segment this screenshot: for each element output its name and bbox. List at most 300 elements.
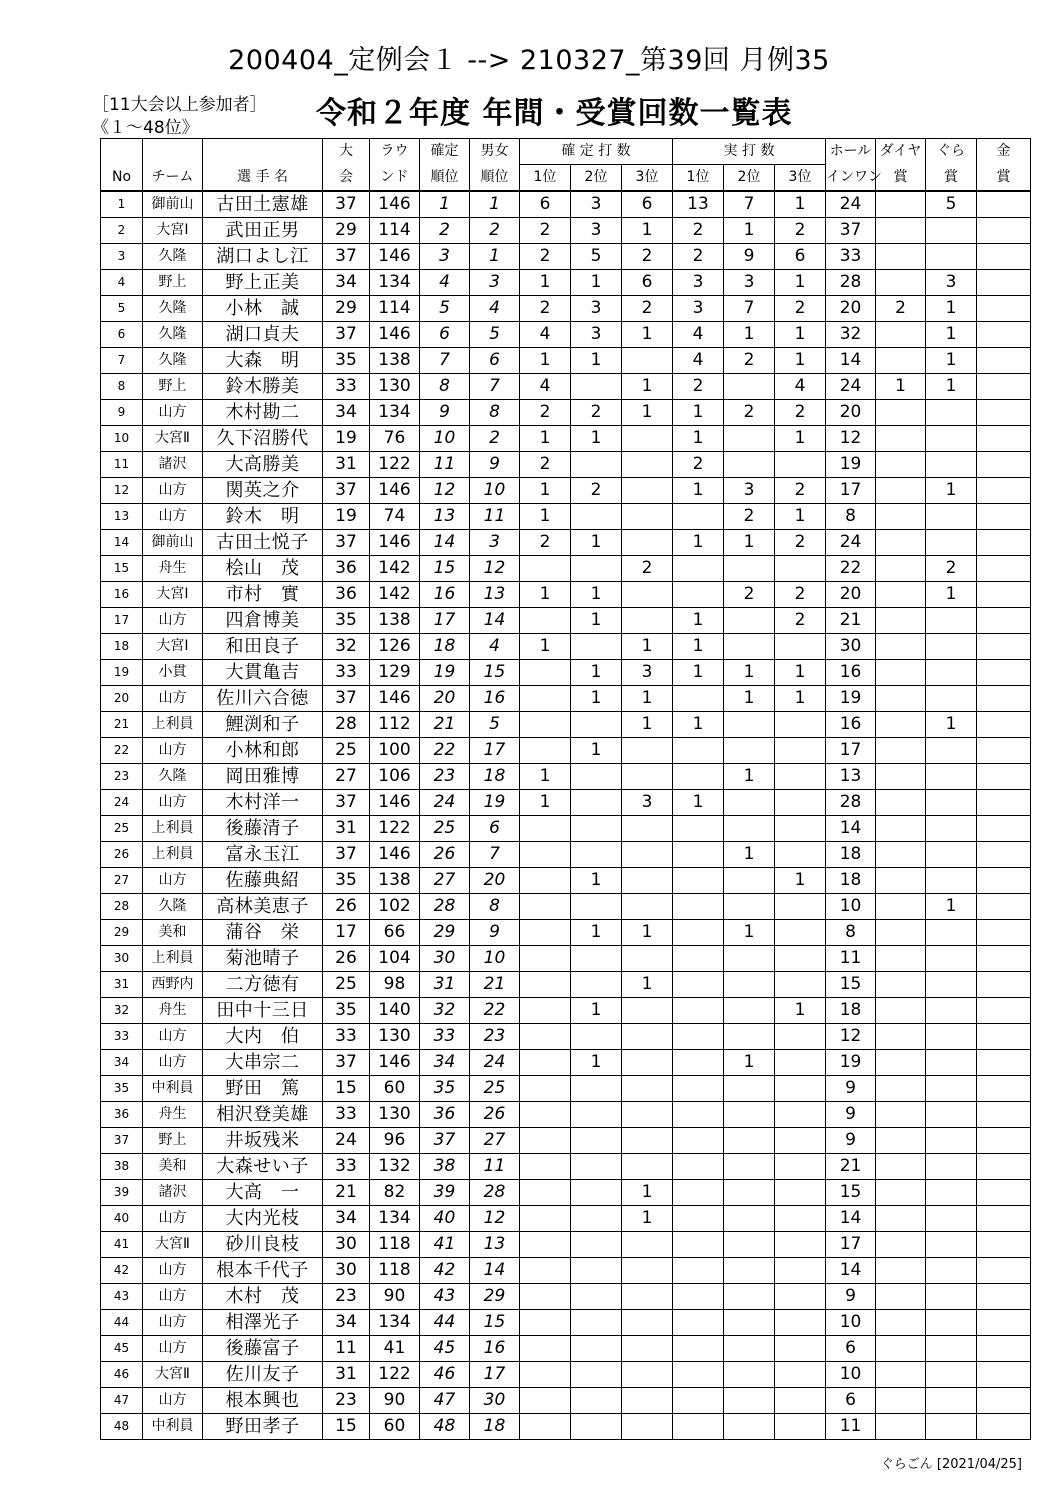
cell-gender-rank: 10 <box>470 478 520 504</box>
cell-team: 舟生 <box>143 998 203 1024</box>
cell-gender-rank: 19 <box>470 790 520 816</box>
cell-confirmed-1st: 1 <box>520 582 571 608</box>
cell-confirmed-1st <box>520 556 571 582</box>
cell-actual-2nd <box>724 1284 775 1310</box>
cell-player-name: 岡田雅博 <box>203 764 323 790</box>
cell-diamond-award <box>876 1284 926 1310</box>
cell-actual-2nd: 9 <box>724 244 775 270</box>
cell-confirmed-1st: 1 <box>520 634 571 660</box>
cell-confirmed-3rd <box>622 530 673 556</box>
cell-no: 15 <box>101 556 143 582</box>
cell-actual-3rd: 2 <box>775 530 826 556</box>
cell-rounds: 134 <box>370 1310 420 1336</box>
cell-player-name: 大高 一 <box>203 1180 323 1206</box>
cell-diamond-award <box>876 1336 926 1362</box>
cell-confirmed-1st <box>520 1362 571 1388</box>
cell-no: 7 <box>101 348 143 374</box>
cell-player-name: 鈴木勝美 <box>203 374 323 400</box>
cell-team: 美和 <box>143 920 203 946</box>
cell-hole-in-one: 8 <box>826 920 876 946</box>
cell-team: 久隆 <box>143 348 203 374</box>
cell-confirmed-1st: 1 <box>520 478 571 504</box>
table-row <box>101 634 1031 660</box>
cell-player-name: 佐藤典紹 <box>203 868 323 894</box>
cell-gura-award <box>926 218 977 244</box>
cell-rank: 8 <box>420 374 470 400</box>
cell-hole-in-one: 14 <box>826 1258 876 1284</box>
cell-gold-award <box>977 634 1031 660</box>
cell-tournaments: 15 <box>323 1076 370 1102</box>
table-row <box>101 270 1031 296</box>
cell-team: 山方 <box>143 1024 203 1050</box>
cell-actual-2nd: 7 <box>724 191 775 218</box>
cell-no: 30 <box>101 946 143 972</box>
cell-team: 上利員 <box>143 842 203 868</box>
cell-confirmed-3rd <box>622 1050 673 1076</box>
cell-tournaments: 37 <box>323 191 370 218</box>
cell-actual-1st: 1 <box>673 426 724 452</box>
cell-confirmed-3rd <box>622 842 673 868</box>
cell-tournaments: 17 <box>323 920 370 946</box>
cell-rounds: 102 <box>370 894 420 920</box>
cell-player-name: 砂川良枝 <box>203 1232 323 1258</box>
cell-rank: 41 <box>420 1232 470 1258</box>
cell-no: 6 <box>101 322 143 348</box>
cell-player-name: 大貫亀吉 <box>203 660 323 686</box>
cell-gura-award <box>926 530 977 556</box>
cell-confirmed-3rd: 1 <box>622 374 673 400</box>
header-gura-award: 賞 <box>926 165 977 192</box>
cell-no: 11 <box>101 452 143 478</box>
cell-confirmed-3rd <box>622 1076 673 1102</box>
cell-rank: 28 <box>420 894 470 920</box>
cell-rounds: 130 <box>370 374 420 400</box>
cell-diamond-award <box>876 1102 926 1128</box>
cell-gold-award <box>977 1414 1031 1440</box>
cell-no: 4 <box>101 270 143 296</box>
cell-rank: 27 <box>420 868 470 894</box>
cell-actual-1st <box>673 1336 724 1362</box>
cell-gender-rank: 9 <box>470 452 520 478</box>
table-row <box>101 946 1031 972</box>
cell-confirmed-3rd <box>622 946 673 972</box>
cell-tournaments: 34 <box>323 270 370 296</box>
cell-confirmed-2nd <box>571 1232 622 1258</box>
cell-confirmed-2nd <box>571 634 622 660</box>
cell-confirmed-3rd <box>622 1024 673 1050</box>
cell-player-name: 市村 實 <box>203 582 323 608</box>
cell-confirmed-3rd <box>622 478 673 504</box>
cell-gold-award <box>977 1102 1031 1128</box>
cell-team: 小貫 <box>143 660 203 686</box>
cell-hole-in-one: 6 <box>826 1388 876 1414</box>
table-row <box>101 400 1031 426</box>
cell-no: 1 <box>101 191 143 218</box>
cell-rank: 40 <box>420 1206 470 1232</box>
cell-actual-2nd: 2 <box>724 504 775 530</box>
header-diamond-top: ダイヤ <box>876 139 926 165</box>
cell-gold-award <box>977 868 1031 894</box>
cell-confirmed-1st: 4 <box>520 374 571 400</box>
cell-rank: 38 <box>420 1154 470 1180</box>
cell-rank: 21 <box>420 712 470 738</box>
cell-confirmed-2nd: 1 <box>571 660 622 686</box>
cell-confirmed-1st <box>520 1258 571 1284</box>
cell-confirmed-2nd <box>571 790 622 816</box>
cell-rank: 36 <box>420 1102 470 1128</box>
cell-gold-award <box>977 816 1031 842</box>
cell-gender-rank: 6 <box>470 348 520 374</box>
cell-hole-in-one: 19 <box>826 686 876 712</box>
cell-no: 3 <box>101 244 143 270</box>
cell-rank: 10 <box>420 426 470 452</box>
cell-rank: 42 <box>420 1258 470 1284</box>
cell-team: 上利員 <box>143 946 203 972</box>
cell-hole-in-one: 11 <box>826 1414 876 1440</box>
ranking-table <box>100 138 1031 1440</box>
cell-actual-2nd: 7 <box>724 296 775 322</box>
header-actual-1st: 1位 <box>673 165 724 192</box>
cell-tournaments: 37 <box>323 842 370 868</box>
cell-tournaments: 37 <box>323 530 370 556</box>
cell-gold-award <box>977 1362 1031 1388</box>
cell-hole-in-one: 18 <box>826 868 876 894</box>
cell-hole-in-one: 24 <box>826 374 876 400</box>
cell-hole-in-one: 6 <box>826 1336 876 1362</box>
cell-team: 美和 <box>143 1154 203 1180</box>
cell-rounds: 114 <box>370 218 420 244</box>
cell-actual-3rd: 2 <box>775 400 826 426</box>
cell-confirmed-1st: 1 <box>520 764 571 790</box>
cell-team: 大宮Ⅱ <box>143 1232 203 1258</box>
cell-gura-award <box>926 686 977 712</box>
cell-player-name: 久下沼勝代 <box>203 426 323 452</box>
table-row <box>101 972 1031 998</box>
cell-diamond-award <box>876 946 926 972</box>
cell-confirmed-2nd: 1 <box>571 530 622 556</box>
cell-tournaments: 28 <box>323 712 370 738</box>
table-row <box>101 712 1031 738</box>
cell-rank: 5 <box>420 296 470 322</box>
header-team-top <box>143 139 203 165</box>
cell-no: 17 <box>101 608 143 634</box>
cell-actual-3rd <box>775 894 826 920</box>
cell-confirmed-2nd: 1 <box>571 868 622 894</box>
cell-actual-1st: 1 <box>673 790 724 816</box>
cell-rounds: 60 <box>370 1076 420 1102</box>
table-row <box>101 1362 1031 1388</box>
cell-gender-rank: 3 <box>470 530 520 556</box>
cell-actual-2nd <box>724 868 775 894</box>
header-confirmed-2nd: 2位 <box>571 165 622 192</box>
cell-gura-award <box>926 660 977 686</box>
cell-confirmed-3rd <box>622 1310 673 1336</box>
cell-team: 山方 <box>143 790 203 816</box>
cell-tournaments: 29 <box>323 218 370 244</box>
cell-rounds: 146 <box>370 842 420 868</box>
cell-confirmed-2nd <box>571 764 622 790</box>
cell-no: 8 <box>101 374 143 400</box>
cell-actual-1st: 1 <box>673 608 724 634</box>
cell-rank: 4 <box>420 270 470 296</box>
table-row <box>101 218 1031 244</box>
table-row <box>101 660 1031 686</box>
table-row <box>101 868 1031 894</box>
cell-gender-rank: 5 <box>470 322 520 348</box>
cell-confirmed-2nd: 1 <box>571 582 622 608</box>
cell-player-name: 根本千代子 <box>203 1258 323 1284</box>
cell-diamond-award <box>876 1362 926 1388</box>
cell-confirmed-2nd <box>571 1388 622 1414</box>
cell-actual-3rd <box>775 1336 826 1362</box>
cell-confirmed-2nd <box>571 504 622 530</box>
cell-gura-award <box>926 868 977 894</box>
cell-gender-rank: 17 <box>470 1362 520 1388</box>
cell-confirmed-3rd: 1 <box>622 1206 673 1232</box>
cell-hole-in-one: 9 <box>826 1076 876 1102</box>
table-row <box>101 1310 1031 1336</box>
header-tournaments: 会 <box>323 165 370 192</box>
cell-rounds: 146 <box>370 244 420 270</box>
cell-actual-3rd: 1 <box>775 322 826 348</box>
cell-player-name: 古田土憲雄 <box>203 191 323 218</box>
cell-team: 山方 <box>143 1258 203 1284</box>
cell-player-name: 和田良子 <box>203 634 323 660</box>
cell-confirmed-2nd <box>571 1310 622 1336</box>
table-row <box>101 764 1031 790</box>
table-row <box>101 1336 1031 1362</box>
cell-rank: 35 <box>420 1076 470 1102</box>
cell-tournaments: 31 <box>323 816 370 842</box>
cell-confirmed-1st <box>520 1076 571 1102</box>
cell-tournaments: 35 <box>323 998 370 1024</box>
header-team: チーム <box>143 165 203 192</box>
cell-hole-in-one: 15 <box>826 1180 876 1206</box>
cell-confirmed-2nd <box>571 1336 622 1362</box>
cell-player-name: 井坂残米 <box>203 1128 323 1154</box>
cell-gender-rank: 1 <box>470 191 520 218</box>
cell-team: 山方 <box>143 738 203 764</box>
cell-hole-in-one: 37 <box>826 218 876 244</box>
cell-actual-1st <box>673 998 724 1024</box>
header-confirmed-1st: 1位 <box>520 165 571 192</box>
cell-hole-in-one: 18 <box>826 842 876 868</box>
header-diamond-award: 賞 <box>876 165 926 192</box>
cell-team: 大宮Ⅱ <box>143 426 203 452</box>
header-row-2 <box>101 165 1031 192</box>
cell-gender-rank: 15 <box>470 660 520 686</box>
cell-actual-1st: 4 <box>673 348 724 374</box>
cell-rounds: 138 <box>370 868 420 894</box>
cell-gura-award <box>926 998 977 1024</box>
cell-gender-rank: 29 <box>470 1284 520 1310</box>
cell-gold-award <box>977 478 1031 504</box>
cell-actual-2nd: 2 <box>724 582 775 608</box>
cell-tournaments: 37 <box>323 790 370 816</box>
cell-actual-2nd: 1 <box>724 1050 775 1076</box>
cell-hole-in-one: 24 <box>826 530 876 556</box>
cell-rounds: 142 <box>370 582 420 608</box>
cell-tournaments: 37 <box>323 244 370 270</box>
cell-gender-rank: 21 <box>470 972 520 998</box>
cell-tournaments: 23 <box>323 1284 370 1310</box>
cell-player-name: 湖口よし江 <box>203 244 323 270</box>
cell-actual-1st: 3 <box>673 270 724 296</box>
cell-tournaments: 30 <box>323 1258 370 1284</box>
cell-no: 35 <box>101 1076 143 1102</box>
cell-rank: 2 <box>420 218 470 244</box>
cell-diamond-award <box>876 920 926 946</box>
cell-player-name: 桧山 茂 <box>203 556 323 582</box>
cell-gender-rank: 18 <box>470 1414 520 1440</box>
cell-diamond-award <box>876 686 926 712</box>
cell-actual-2nd <box>724 1076 775 1102</box>
cell-rounds: 142 <box>370 556 420 582</box>
cell-player-name: 大森せい子 <box>203 1154 323 1180</box>
cell-diamond-award <box>876 504 926 530</box>
cell-tournaments: 35 <box>323 608 370 634</box>
cell-confirmed-1st <box>520 712 571 738</box>
cell-tournaments: 37 <box>323 478 370 504</box>
cell-confirmed-2nd <box>571 816 622 842</box>
cell-gura-award: 1 <box>926 296 977 322</box>
table-row <box>101 244 1031 270</box>
cell-no: 36 <box>101 1102 143 1128</box>
cell-confirmed-2nd: 1 <box>571 348 622 374</box>
cell-actual-1st: 3 <box>673 296 724 322</box>
cell-gold-award <box>977 582 1031 608</box>
cell-no: 9 <box>101 400 143 426</box>
cell-confirmed-2nd: 1 <box>571 270 622 296</box>
cell-no: 27 <box>101 868 143 894</box>
table-row <box>101 1284 1031 1310</box>
cell-diamond-award: 1 <box>876 374 926 400</box>
table-row <box>101 790 1031 816</box>
cell-player-name: 野田孝子 <box>203 1414 323 1440</box>
cell-rank: 29 <box>420 920 470 946</box>
cell-gender-rank: 23 <box>470 1024 520 1050</box>
cell-actual-1st <box>673 972 724 998</box>
table-row <box>101 582 1031 608</box>
header-gender-rank: 順位 <box>470 165 520 192</box>
footer-credit: ぐらごん [2021/04/25] <box>880 1457 1022 1472</box>
table-row <box>101 920 1031 946</box>
cell-team: 野上 <box>143 1128 203 1154</box>
cell-gold-award <box>977 1258 1031 1284</box>
table-row <box>101 998 1031 1024</box>
cell-confirmed-1st <box>520 1414 571 1440</box>
cell-confirmed-2nd: 1 <box>571 998 622 1024</box>
cell-diamond-award <box>876 894 926 920</box>
cell-gender-rank: 7 <box>470 374 520 400</box>
cell-no: 33 <box>101 1024 143 1050</box>
cell-actual-3rd <box>775 816 826 842</box>
cell-actual-1st: 1 <box>673 478 724 504</box>
cell-actual-1st: 1 <box>673 400 724 426</box>
cell-gura-award <box>926 634 977 660</box>
cell-confirmed-3rd <box>622 1102 673 1128</box>
cell-gold-award <box>977 686 1031 712</box>
cell-confirmed-1st: 2 <box>520 218 571 244</box>
cell-actual-1st: 1 <box>673 530 724 556</box>
cell-actual-3rd <box>775 1180 826 1206</box>
cell-team: 山方 <box>143 1050 203 1076</box>
cell-rounds: 132 <box>370 1154 420 1180</box>
cell-confirmed-3rd: 3 <box>622 790 673 816</box>
cell-gender-rank: 12 <box>470 1206 520 1232</box>
cell-team: 久隆 <box>143 322 203 348</box>
cell-actual-3rd <box>775 920 826 946</box>
cell-gura-award <box>926 972 977 998</box>
cell-confirmed-2nd <box>571 946 622 972</box>
cell-confirmed-1st: 1 <box>520 504 571 530</box>
cell-team: 山方 <box>143 608 203 634</box>
table-row <box>101 1128 1031 1154</box>
cell-team: 山方 <box>143 478 203 504</box>
cell-actual-1st: 1 <box>673 712 724 738</box>
cell-diamond-award <box>876 738 926 764</box>
cell-gura-award: 3 <box>926 270 977 296</box>
cell-player-name: 野上正美 <box>203 270 323 296</box>
cell-actual-3rd: 1 <box>775 426 826 452</box>
cell-confirmed-3rd <box>622 1362 673 1388</box>
cell-actual-3rd <box>775 712 826 738</box>
cell-tournaments: 31 <box>323 452 370 478</box>
cell-diamond-award <box>876 1076 926 1102</box>
cell-no: 39 <box>101 1180 143 1206</box>
cell-actual-3rd <box>775 1076 826 1102</box>
cell-player-name: 大森 明 <box>203 348 323 374</box>
cell-gender-rank: 8 <box>470 894 520 920</box>
cell-gura-award <box>926 1128 977 1154</box>
cell-confirmed-2nd: 3 <box>571 296 622 322</box>
cell-actual-1st <box>673 1180 724 1206</box>
cell-gura-award: 1 <box>926 374 977 400</box>
cell-confirmed-3rd: 1 <box>622 322 673 348</box>
cell-actual-3rd: 1 <box>775 868 826 894</box>
cell-rank: 33 <box>420 1024 470 1050</box>
cell-hole-in-one: 16 <box>826 660 876 686</box>
cell-confirmed-3rd <box>622 738 673 764</box>
cell-rounds: 118 <box>370 1258 420 1284</box>
cell-gura-award <box>926 1076 977 1102</box>
cell-actual-2nd: 1 <box>724 686 775 712</box>
table-row <box>101 816 1031 842</box>
cell-rounds: 122 <box>370 452 420 478</box>
cell-team: 山方 <box>143 400 203 426</box>
ranking-rows <box>101 191 1031 1440</box>
cell-hole-in-one: 17 <box>826 1232 876 1258</box>
cell-gura-award: 1 <box>926 712 977 738</box>
cell-rounds: 129 <box>370 660 420 686</box>
cell-confirmed-2nd <box>571 1024 622 1050</box>
cell-actual-2nd <box>724 894 775 920</box>
cell-confirmed-2nd <box>571 1414 622 1440</box>
cell-actual-1st <box>673 1050 724 1076</box>
cell-gold-award <box>977 270 1031 296</box>
cell-confirmed-3rd <box>622 1258 673 1284</box>
cell-tournaments: 35 <box>323 348 370 374</box>
header-gold-award: 賞 <box>977 165 1031 192</box>
cell-gura-award <box>926 1206 977 1232</box>
cell-diamond-award <box>876 400 926 426</box>
cell-confirmed-3rd: 1 <box>622 218 673 244</box>
cell-team: 久隆 <box>143 764 203 790</box>
cell-rounds: 130 <box>370 1024 420 1050</box>
cell-rank: 31 <box>420 972 470 998</box>
cell-confirmed-1st: 1 <box>520 270 571 296</box>
cell-gura-award: 2 <box>926 556 977 582</box>
